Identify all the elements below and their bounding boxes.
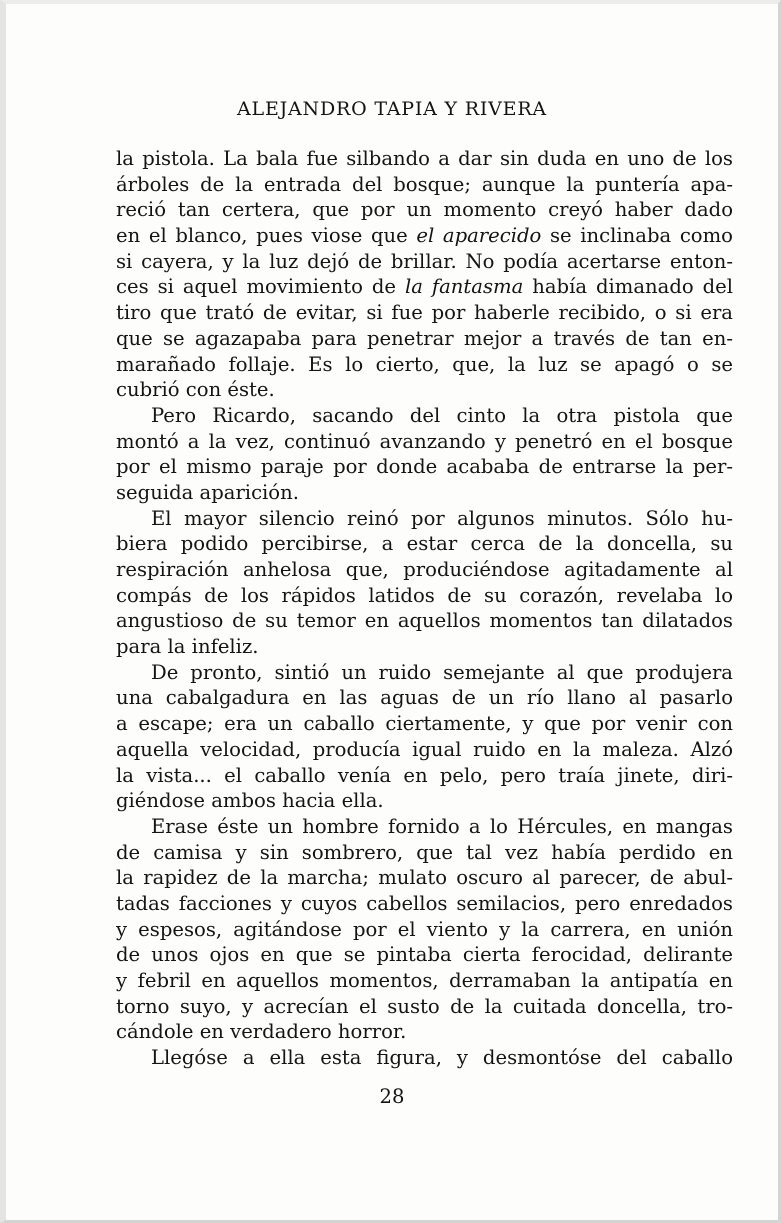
- text-line: De pronto, sintió un ruido semejante al que produjera: [151, 660, 733, 684]
- text-line: a escape; era un caballo ciertamente, y que por venir con: [116, 712, 733, 736]
- text-line: marañado follaje. Es lo cierto, que, la luz se apagó o se: [116, 352, 733, 376]
- text-line: biera podido percibirse, a estar cerca de la doncella, su: [116, 532, 733, 556]
- text-segment: ces si aquel movimiento de: [116, 275, 405, 299]
- text-line: Pero Ricardo, sacando del cinto la otra pistola que: [151, 403, 733, 427]
- text-line: si cayera, y la luz dejó de brillar. No podía acertarse enton-: [116, 249, 733, 273]
- text-segment: en el blanco, pues viose que: [116, 224, 417, 248]
- page-number: 28: [379, 1085, 405, 1108]
- running-head: ALEJANDRO TAPIA Y RIVERA: [237, 98, 547, 120]
- text-line: Llegóse a ella esta figura, y desmontóse del caballo: [151, 1046, 733, 1070]
- text-line: y espesos, agitándose por el viento y la carrera, en unión: [116, 917, 733, 941]
- text-line: árboles de la entrada del bosque; aunque la puntería apa-: [116, 172, 733, 196]
- text-line: de camisa y sin sombrero, que tal vez había perdido en: [116, 840, 733, 864]
- text-line: que se agazapaba para penetrar mejor a través de tan en-: [116, 326, 733, 350]
- text-line: tiro que trató de evitar, si fue por haberle recibido, o si era: [116, 301, 733, 325]
- italic-phrase: el aparecido: [416, 224, 542, 248]
- italic-phrase: la fantasma: [404, 275, 524, 299]
- text-line: tadas facciones y cuyos cabellos semilacios, pero enredados: [116, 891, 733, 915]
- text-line: la pistola. La bala fue silbando a dar sin duda en uno de los: [116, 147, 733, 170]
- text-segment: se inclinaba como: [541, 224, 733, 248]
- text-line: cubrió con éste.: [116, 378, 275, 402]
- text-line: angustioso de su temor en aquellos momentos tan dilatados: [116, 609, 733, 633]
- text-line: cándole en verdadero horror.: [116, 1020, 407, 1044]
- text-line: respiración anhelosa que, produciéndose agitadamente al: [116, 558, 733, 581]
- text-line: giéndose ambos hacia ella.: [116, 789, 384, 813]
- text-line: montó a la vez, continuó avanzando y penetró en el bosque: [116, 429, 733, 453]
- text-line: seguida aparición.: [116, 480, 299, 504]
- text-line: por el mismo paraje por donde acababa de entrarse la per-: [116, 455, 733, 479]
- text-line: una cabalgadura en las aguas de un río llano al pasarlo: [116, 686, 733, 710]
- text-line: la vista... el caballo venía en pelo, pero traía jinete, diri-: [116, 763, 733, 787]
- text-line: El mayor silencio reinó por algunos minutos. Sólo hu-: [151, 506, 733, 530]
- body-text: [116, 146, 733, 1071]
- text-line: y febril en aquellos momentos, derramaban la antipatía en: [116, 969, 733, 992]
- text-line: de unos ojos en que se pintaba cierta ferocidad, delirante: [116, 943, 733, 967]
- text-segment: había dimanado del: [523, 275, 733, 299]
- text-line: reció tan certera, que por un momento creyó haber dado: [116, 198, 733, 222]
- text-line: Erase éste un hombre fornido a lo Hércules, en mangas: [151, 814, 733, 838]
- text-line: para la infeliz.: [116, 635, 259, 659]
- text-line: la rapidez de la marcha; mulato oscuro al parecer, de abul-: [116, 866, 733, 890]
- text-line: [116, 223, 733, 249]
- text-line: aquella velocidad, producía igual ruido en la maleza. Alzó: [116, 737, 733, 761]
- text-line: torno suyo, y acrecían el susto de la cuitada doncella, tro-: [116, 994, 733, 1018]
- text-line: [116, 274, 733, 300]
- text-line: compás de los rápidos latidos de su corazón, revelaba lo: [116, 583, 733, 607]
